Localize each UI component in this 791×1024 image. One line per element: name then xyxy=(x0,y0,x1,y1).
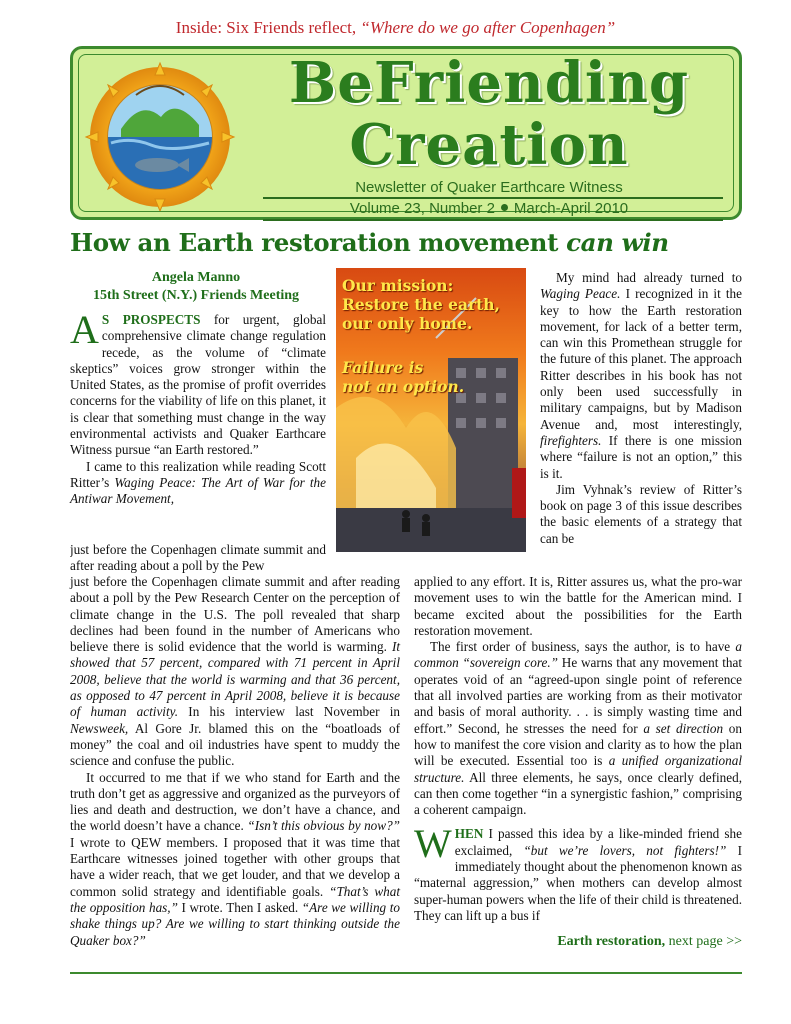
issue-rule-top xyxy=(263,197,723,199)
bullet-icon xyxy=(501,204,508,211)
paragraph-2a: I came to this realization while reading Scott Ritter’s Waging Peace: The Art of War for the Antiwar Movement, xyxy=(70,458,326,507)
bottom-rule xyxy=(70,972,742,974)
paragraph-r1: My mind had already turned to Waging Peace. I recognized in it the key to how the Earth restoration movement, for lack of a better term, can win this Promethean struggle for the future of this planet. The approach Ritter describes in his book has not only been used successfully in military campaigns, but by Madison Avenue and, most interestingly, firefighters. If there is one mission where “failure is not an option,” this is it. xyxy=(540,270,742,481)
dropcap: W xyxy=(414,821,452,867)
continuation-label: Earth restoration, xyxy=(557,934,666,949)
article-column-left-wide xyxy=(70,574,400,949)
paragraph-1: A S PROSPECTS for urgent, global comprehensive climate change regulation recede, as the volume of “climate skeptics” voices grow stronger within the United States, as the promise of profit overrides concerns for the viability of life on this planet, it is clear that something must change in the way environmental activists and Quaker Earthcare Witness pursue “an Earth restored.” xyxy=(70,307,326,458)
paragraph-w1: applied to any effort. It is, Ritter assures us, what the pro-war movement uses to win the battle for the American mind. I became excited about the possibilities for the Earth restoration movement. xyxy=(414,574,742,638)
headline-main: How an Earth restoration movement xyxy=(70,228,567,257)
issue-info xyxy=(249,200,729,217)
issue-volume: Volume 23, Number 2 xyxy=(349,200,495,217)
paragraph-3: It occurred to me that if we who stand for Earth and the truth don’t get as aggressive and organized as the purveyors of lies and death and destruction, we don’t have a chance, and the world doesn’t have a chance. “Isn’t this obvious by now?” I wrote to QEW members. I proposed that it was time that Earthcare witnesses joined together with other groups that have a wider reach, that we get louder, and that we develop a common solid strategy and identifiable goals. “That’s what the opposition has,” I wrote. Then I asked. “Are we willing to shake things up? Are we willing to start thinking outside the Quaker box?” xyxy=(70,769,401,948)
masthead-title-line1: BeFriending xyxy=(288,50,690,116)
byline-meeting: 15th Street (N.Y.) Friends Meeting xyxy=(92,288,300,303)
continuation-link[interactable] xyxy=(420,934,742,950)
firefighter-photo xyxy=(336,268,526,552)
lead-words: HEN xyxy=(454,826,484,842)
dropcap: A xyxy=(70,307,99,352)
issue-date: March-April 2010 xyxy=(513,200,629,217)
inside-teaser xyxy=(0,18,791,38)
photo-caption-failure: Failure is not an option. xyxy=(342,358,465,396)
headline-emphasis: can win xyxy=(566,228,669,257)
article-column-right-top xyxy=(540,270,742,547)
teaser-prefix: Inside: Six Friends reflect, xyxy=(175,18,361,37)
lead-words: S PROSPECTS xyxy=(101,312,201,327)
article-column-left-top xyxy=(70,307,326,508)
masthead-title-line2: Creation xyxy=(349,112,629,178)
masthead-subtitle: Newsletter of Quaker Earthcare Witness xyxy=(355,179,623,196)
article-column-left-mid: just before the Copenhagen climate summit and after reading about a poll by the Pew xyxy=(70,542,326,574)
article-headline xyxy=(70,228,742,257)
article-column-right-wide xyxy=(414,574,742,924)
paragraph-r2: Jim Vyhnak’s review of Ritter’s book on page 3 of this issue describes the basic elements of a strategy that can be xyxy=(540,481,742,546)
next-page-link[interactable]: next page >> xyxy=(665,934,742,949)
byline-author: Angela Manno xyxy=(151,270,241,285)
earth-logo-icon xyxy=(81,59,239,211)
photo-caption-mission: Our mission: Restore the earth, our only home. xyxy=(342,276,500,333)
paragraph-2b: just before the Copenhagen climate summit and after reading about a poll by the Pew Research Center on the perception of climate change in the U.S. The poll revealed that sharp declines had been found in the number of Americans who believe there is solid evidence that the world is warming. It showed that 57 percent, compared with 71 percent in April 2008, believe that the world is warming and that 36 percent, as opposed to 47 percent in April 2008, believe it is because of human activity. In his interview last November in Newsweek, Al Gore Jr. blamed this on the “boatloads of money” the coal and oil industries have spent to muddy the science and confuse the public. xyxy=(70,574,400,769)
issue-rule-bottom xyxy=(263,219,723,221)
paragraph-w2: The first order of business, says the author, is to have a common “sovereign core.” He warns that any movement that operates void of an “agreed-upon single point of reference that all involved parties are working from as their motivator and basis of moral authority. . . is simply wasting time and effort.” Second, he stresses the need for a set direction on how to manifest the core vision and clarity as to how the plan will be executed. Essential too is a unified organizational structure. All three elements, he says, once clearly defined, can then come together “in a synergistic fashion,” comprising a coherent campaign. xyxy=(414,639,742,818)
paragraph-w3: WHEN I passed this idea by a like-minded friend she exclaimed, “but we’re lovers, not fighters!” I immediately thought about the phenomenon known as “maternal aggression,” when mothers can develop almost super-human powers when the life of their child is threatened. They can lift up a bus if xyxy=(414,821,742,923)
masthead xyxy=(70,46,742,220)
teaser-quote: “Where do we go after Copenhagen” xyxy=(360,18,616,37)
